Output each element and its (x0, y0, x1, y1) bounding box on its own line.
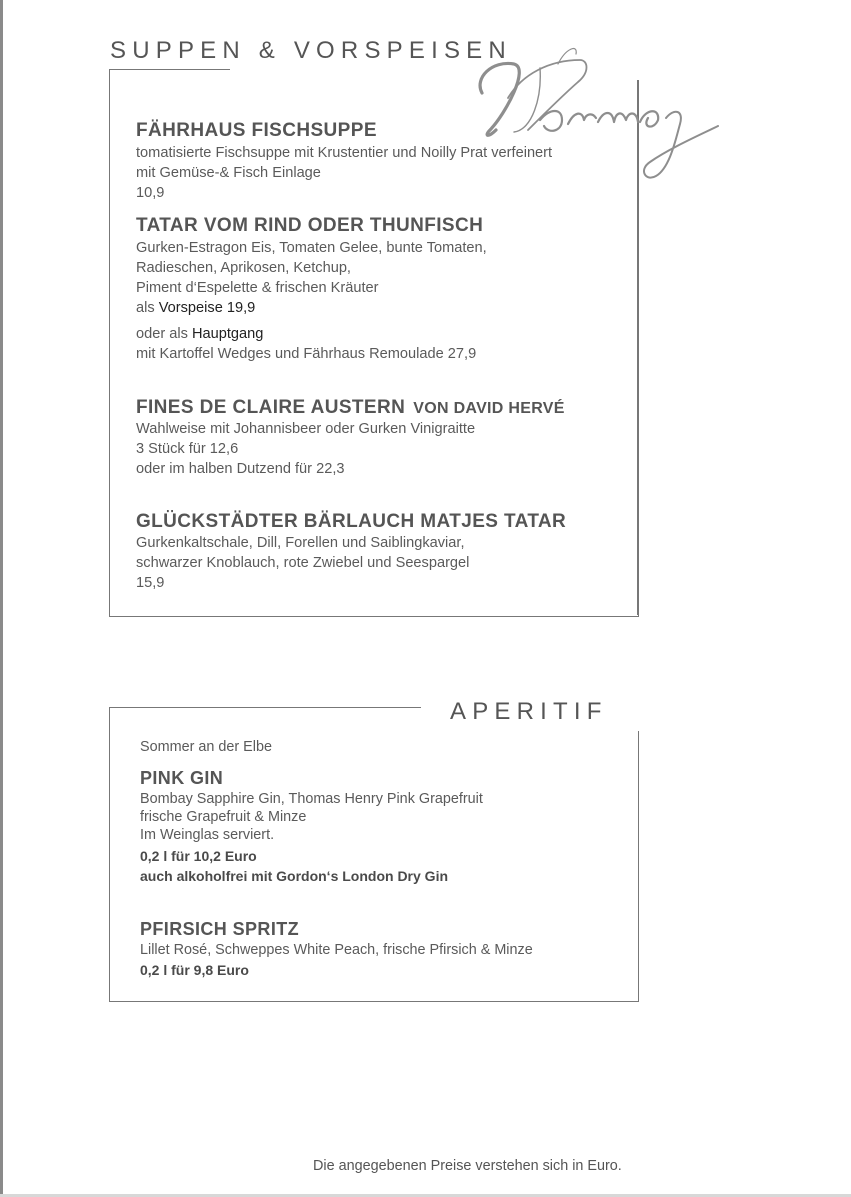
item-option-detail: mit Kartoffel Wedges und Fährhaus Remoulade 27,9 (136, 346, 477, 362)
item-desc: Im Weinglas serviert. (140, 827, 275, 843)
item-desc: 3 Stück für 12,6 (136, 441, 239, 457)
item-desc: schwarzer Knoblauch, rote Zwiebel und Seespargel (136, 555, 470, 571)
item-title-pink-gin: PINK GIN (140, 768, 224, 788)
item-desc: Piment d‘Espelette & frischen Kräuter (136, 280, 379, 296)
item-desc: Gurkenkaltschale, Dill, Forellen und Saiblingkaviar, (136, 535, 465, 551)
item-price: 0,2 l für 9,8 Euro (140, 962, 249, 978)
item-subtitle: VON DAVID HERVÉ (413, 400, 565, 417)
option-prefix: oder als (136, 326, 188, 342)
aperitif-heading: APERITIF (450, 698, 608, 725)
item-desc: mit Gemüse-& Fisch Einlage (136, 165, 321, 181)
option-label: Hauptgang (191, 326, 264, 342)
item-title-text: FINES DE CLAIRE AUSTERN (136, 397, 406, 418)
item-desc: tomatisierte Fischsuppe mit Krustentier und Noilly Prat verfeinert (136, 145, 553, 161)
item-desc: Radieschen, Aprikosen, Ketchup, (136, 260, 351, 276)
item-title-austern (136, 397, 565, 419)
option-label: Vorspeise (158, 300, 223, 316)
item-desc: frische Grapefruit & Minze (140, 809, 307, 825)
item-desc: oder im halben Dutzend für 22,3 (136, 461, 345, 477)
price-footnote: Die angegebenen Preise verstehen sich in Euro. (313, 1158, 622, 1174)
option-price: 19,9 (226, 300, 256, 316)
item-desc: Lillet Rosé, Schweppes White Peach, frische Pfirsich & Minze (140, 942, 533, 958)
item-option-hauptgang (136, 324, 263, 344)
item-note: auch alkoholfrei mit Gordon‘s London Dry Gin (140, 868, 449, 884)
item-desc: Gurken-Estragon Eis, Tomaten Gelee, bunte Tomaten, (136, 240, 487, 256)
vorweg-script-logo (470, 38, 730, 188)
option-prefix: als (136, 300, 155, 316)
item-price: 15,9 (136, 575, 165, 591)
item-title-matjes: GLÜCKSTÄDTER BÄRLAUCH MATJES TATAR (136, 511, 567, 532)
page-edge (0, 0, 3, 1197)
item-title-tatar: TATAR VOM RIND ODER THUNFISCH (136, 215, 484, 236)
item-desc: Bombay Sapphire Gin, Thomas Henry Pink Grapefruit (140, 791, 483, 807)
item-title-fischsuppe: FÄHRHAUS FISCHSUPPE (136, 120, 377, 141)
item-option-vorspeise (136, 298, 255, 318)
vorspeisen-heading: SUPPEN & VORSPEISEN (110, 37, 512, 64)
item-price: 10,9 (136, 185, 165, 201)
item-price: 0,2 l für 10,2 Euro (140, 848, 257, 864)
item-title-pfirsich-spritz: PFIRSICH SPRITZ (140, 919, 300, 939)
aperitif-intro: Sommer an der Elbe (140, 739, 272, 755)
item-desc: Wahlweise mit Johannisbeer oder Gurken Vinigraitte (136, 421, 476, 437)
